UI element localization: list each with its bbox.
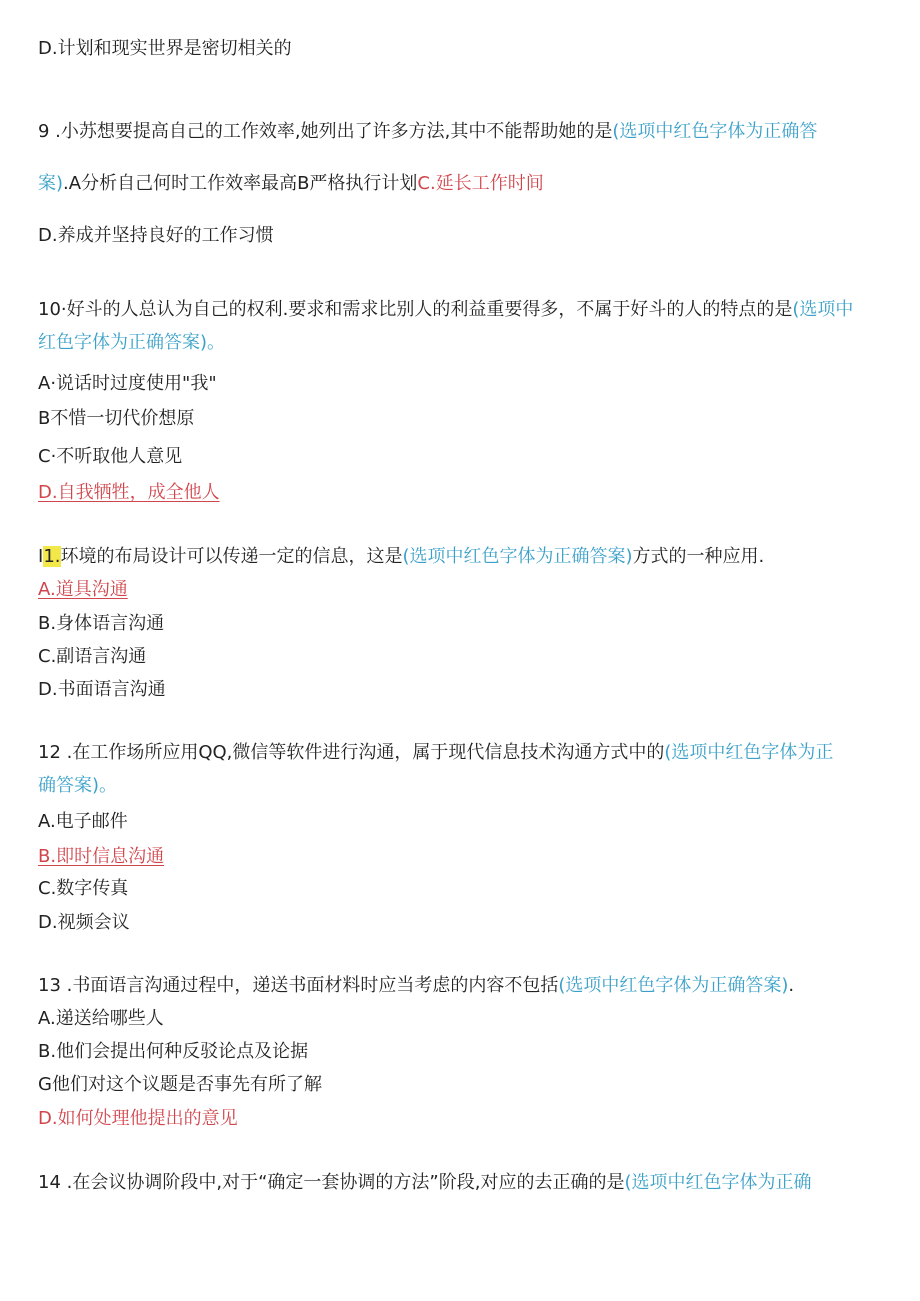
q12-stem-line2: [38, 774, 117, 798]
q9-options-inline: .A分析自己何时工作效率最高B严格执行计划: [63, 173, 418, 194]
q14-stem-text: .在会议协调阶段中,对于“确定一套协调的方法”阶段,对应的去正确的是: [60, 1172, 625, 1193]
q12-stem-line1: [38, 741, 833, 765]
q13-stem-end: .: [788, 975, 795, 996]
q9-number: 9: [38, 121, 50, 142]
q11-option-c: C.副语言沟通: [38, 646, 147, 667]
q9-option-c-correct: C.延长工作时间: [417, 173, 544, 194]
q12-option-d: D.视频会议: [38, 912, 130, 933]
q12-number: 12: [38, 742, 61, 763]
q10-stem-line2: [38, 331, 225, 355]
q11-number-highlighted: 1.: [43, 546, 61, 567]
q13-number: 13: [38, 975, 61, 996]
q12-hint: (选项中红色字体为正: [664, 742, 834, 763]
q10-stem: 10·好斗的人总认为自己的权利.要求和需求比别人的利益重要得多，不属于好斗的人的特点的是: [38, 299, 793, 320]
q11-hint: (选项中红色字体为正确答案): [402, 546, 633, 567]
q9-stem-line1: [38, 120, 817, 144]
q11-option-a-correct: A.道具沟通: [38, 579, 128, 600]
q10-option-a: A·说话时过度使用"我": [38, 373, 217, 394]
q12-stem: .在工作场所应用QQ,微信等软件进行沟通，属于现代信息技术沟通方式中的: [60, 742, 665, 763]
q11-option-b: B.身体语言沟通: [38, 613, 165, 634]
q13-stem-text: .书面语言沟通过程中，递送书面材料时应当考虑的内容不包括: [60, 975, 559, 996]
q12-option-c: C.数字传真: [38, 878, 129, 899]
q13-option-c: G他们对这个议题是否事先有所了解: [38, 1074, 322, 1095]
q10-option-b: B不惜一切代价想原: [38, 408, 195, 429]
q11-option-d: D.书面语言沟通: [38, 679, 166, 700]
q9-hint-cont: 案): [38, 173, 64, 194]
q10-stem-line1: [38, 298, 853, 322]
q13-option-b: B.他们会提出何种反驳论点及论据: [38, 1041, 309, 1062]
q11-number-prefix: I: [38, 546, 44, 567]
q9-stem: .小苏想要提高自己的工作效率,她列出了许多方法,其中不能帮助她的是: [49, 121, 613, 142]
q14-number: 14: [38, 1172, 61, 1193]
q12-hint-cont: 确答案)。: [38, 775, 118, 796]
q9-option-d: D.养成并坚持良好的工作习惯: [38, 225, 274, 246]
q13-hint: (选项中红色字体为正确答案): [558, 975, 789, 996]
q10-option-d-correct: D.自我牺牲，成全他人: [38, 482, 220, 503]
q14-hint: (选项中红色字体为正确: [624, 1172, 812, 1193]
q11-stem-text: 环境的布局设计可以传递一定的信息，这是: [60, 546, 403, 567]
q10-option-c: C·不听取他人意见: [38, 446, 183, 467]
q11-stem-end: 方式的一种应用.: [632, 546, 765, 567]
q9-stem-line2: [38, 172, 544, 196]
q13-stem: [38, 974, 794, 998]
q10-hint: (选项中: [792, 299, 854, 320]
q10-hint-cont: 红色字体为正确答案)。: [38, 332, 226, 353]
q14-stem: [38, 1171, 811, 1195]
q12-option-b-correct: B.即时信息沟通: [38, 846, 165, 867]
q9-hint: (选项中红色字体为正确答: [612, 121, 818, 142]
q12-option-a: A.电子邮件: [38, 811, 128, 832]
q13-option-d-correct: D.如何处理他提出的意见: [38, 1108, 238, 1129]
q11-stem: [38, 545, 764, 569]
q13-option-a: A.递送给哪些人: [38, 1008, 164, 1029]
q8-option-d: D.计划和现实世界是密切相关的: [38, 38, 292, 59]
